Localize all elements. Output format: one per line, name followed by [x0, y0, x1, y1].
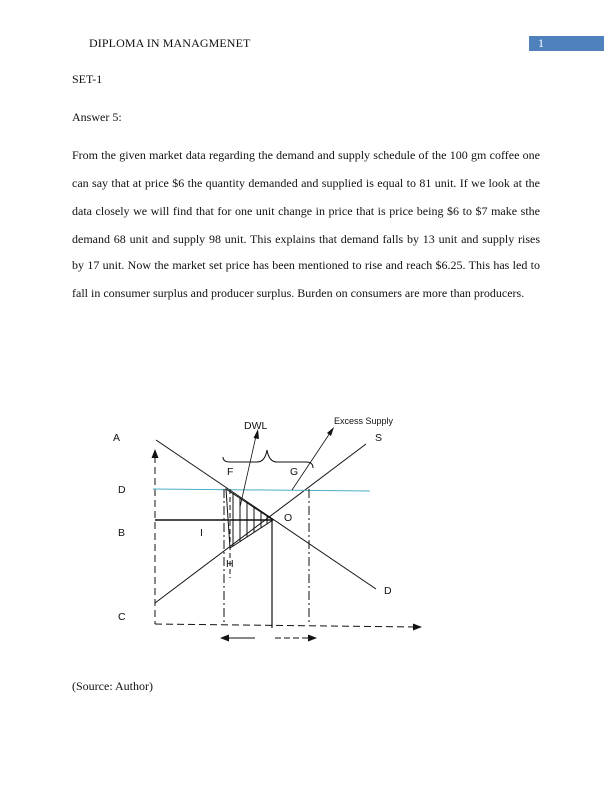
page-number: 1 [538, 36, 544, 50]
paragraph-line: demand 68 unit and supply 98 unit. This explains that demand falls by 13 unit and supply rises [72, 232, 540, 246]
quantity-axis-arrow [413, 624, 422, 631]
dwl-pointer [240, 436, 256, 507]
paragraph-line: From the given market data regarding the demand and supply schedule of the 100 gm coffee one [72, 148, 540, 162]
price-line-d [153, 489, 370, 491]
left-shift-arrowhead [220, 635, 229, 642]
source-caption: (Source: Author) [72, 679, 153, 693]
demand-curve [156, 440, 376, 589]
label-f: F [227, 466, 234, 478]
paragraph-line: by 17 unit. Now the market set price has been mentioned to rise and reach $6.25. This has led to [72, 258, 540, 272]
surplus-brace [223, 450, 313, 468]
label-dwl: DWL [244, 420, 268, 432]
label-b: B [118, 527, 126, 539]
label-g: G [290, 466, 299, 478]
label-i: I [200, 527, 203, 539]
set-label: SET-1 [72, 72, 103, 86]
excess-supply-pointer-head [327, 427, 334, 436]
label-excess-supply: Excess Supply [334, 416, 394, 426]
paragraph-line: can say that at price $6 the quantity demanded and supplied is equal to 81 unit. If we look at the [72, 176, 540, 190]
label-h: H [226, 558, 234, 570]
paragraph-line: data closely we will find that for one unit change in price that is price being $6 to $7 make sthe [72, 204, 540, 218]
label-a: A [113, 432, 121, 444]
label-c: C [118, 611, 126, 623]
paragraph-line: fall in consumer surplus and producer surplus. Burden on consumers are more than producers. [72, 286, 525, 300]
label-demand: D [384, 585, 392, 597]
label-o: O [284, 512, 293, 524]
label-d-price: D [118, 484, 126, 496]
header-title: DIPLOMA IN MANAGMENET [89, 36, 251, 50]
quantity-axis [155, 624, 414, 627]
label-supply: S [375, 432, 383, 444]
right-shift-arrowhead [308, 635, 317, 642]
price-axis-arrow [152, 449, 159, 458]
answer-label: Answer 5: [72, 110, 122, 124]
